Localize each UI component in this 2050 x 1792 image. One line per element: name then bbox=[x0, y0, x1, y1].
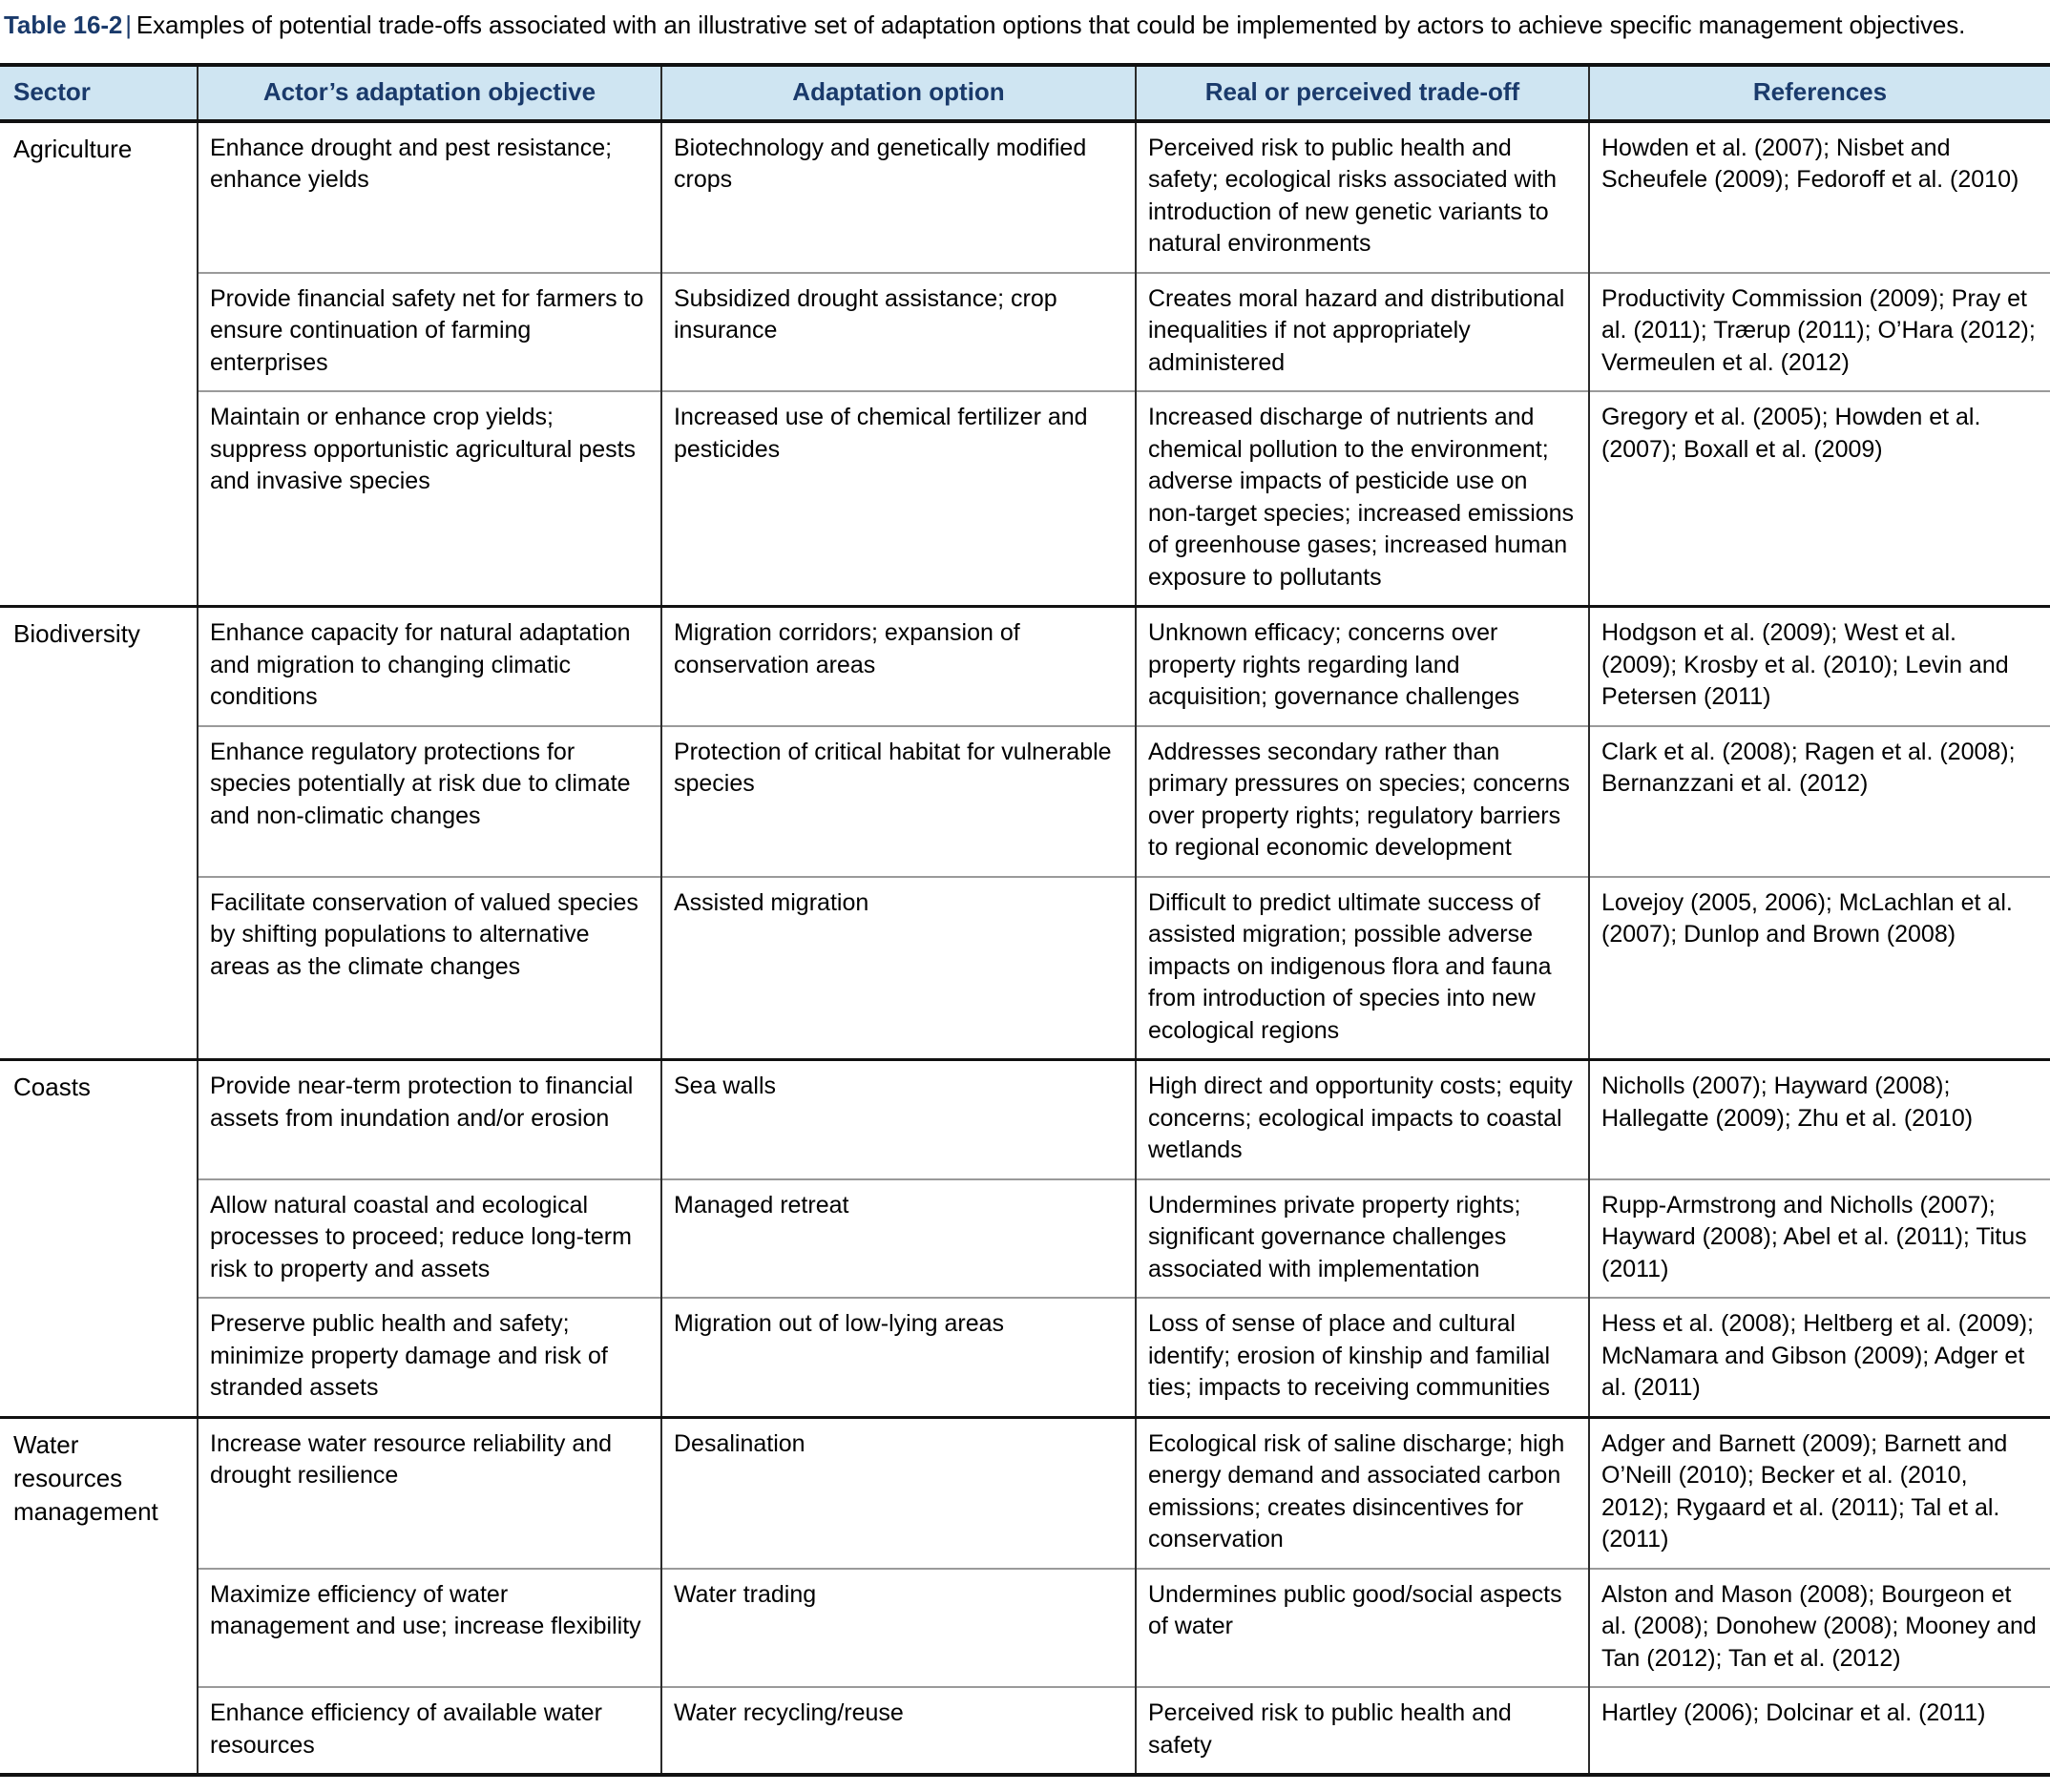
tradeoff-cell: High direct and opportunity costs; equity concerns; ecological impacts to coastal wetlands bbox=[1136, 1060, 1589, 1179]
sector-cell: Water resources management bbox=[0, 1417, 198, 1773]
option-cell: Biotechnology and genetically modified crops bbox=[661, 121, 1136, 273]
column-header-objective: Actor’s adaptation objective bbox=[198, 67, 661, 121]
option-cell: Subsidized drought assistance; crop insurance bbox=[661, 273, 1136, 392]
objective-cell: Allow natural coastal and ecological processes to proceed; reduce long-term risk to property and assets bbox=[198, 1179, 661, 1299]
references-cell: Hartley (2006); Dolcinar et al. (2011) bbox=[1589, 1687, 2050, 1773]
table-row bbox=[0, 1298, 2050, 1417]
tradeoff-cell: Undermines public good/social aspects of water bbox=[1136, 1569, 1589, 1688]
caption-label: Table 16-2 bbox=[4, 10, 123, 39]
references-cell: Hess et al. (2008); Heltberg et al. (2009); McNamara and Gibson (2009); Adger et al. (2011) bbox=[1589, 1298, 2050, 1417]
column-header-option: Adaptation option bbox=[661, 67, 1136, 121]
option-cell: Assisted migration bbox=[661, 877, 1136, 1060]
table-row bbox=[0, 877, 2050, 1060]
table-row bbox=[0, 1060, 2050, 1179]
caption-separator: | bbox=[125, 10, 132, 39]
table-caption bbox=[0, 0, 2050, 43]
references-cell: Lovejoy (2005, 2006); McLachlan et al. (2007); Dunlop and Brown (2008) bbox=[1589, 877, 2050, 1060]
sector-cell: Agriculture bbox=[0, 121, 198, 607]
references-cell: Gregory et al. (2005); Howden et al. (2007); Boxall et al. (2009) bbox=[1589, 391, 2050, 607]
option-cell: Water trading bbox=[661, 1569, 1136, 1688]
references-cell: Rupp-Armstrong and Nicholls (2007); Hayward (2008); Abel et al. (2011); Titus (2011) bbox=[1589, 1179, 2050, 1299]
option-cell: Migration corridors; expansion of conservation areas bbox=[661, 607, 1136, 726]
objective-cell: Enhance efficiency of available water resources bbox=[198, 1687, 661, 1773]
option-cell: Migration out of low-lying areas bbox=[661, 1298, 1136, 1417]
table-row bbox=[0, 1417, 2050, 1569]
table-row bbox=[0, 1569, 2050, 1688]
references-cell: Productivity Commission (2009); Pray et al. (2011); Trærup (2011); O’Hara (2012); Vermeulen et al. (2012) bbox=[1589, 273, 2050, 392]
objective-cell: Maintain or enhance crop yields; suppress opportunistic agricultural pests and invasive species bbox=[198, 391, 661, 607]
option-cell: Water recycling/reuse bbox=[661, 1687, 1136, 1773]
column-header-sector: Sector bbox=[0, 67, 198, 121]
table-row bbox=[0, 391, 2050, 607]
table-row bbox=[0, 726, 2050, 877]
table-header bbox=[0, 67, 2050, 121]
table-row bbox=[0, 1179, 2050, 1299]
objective-cell: Maximize efficiency of water management and use; increase flexibility bbox=[198, 1569, 661, 1688]
option-cell: Managed retreat bbox=[661, 1179, 1136, 1299]
caption-text: Examples of potential trade-offs associated with an illustrative set of adaptation options that could be implemented by actors to achieve specific management objectives. bbox=[136, 10, 1966, 39]
tradeoff-cell: Perceived risk to public health and safety bbox=[1136, 1687, 1589, 1773]
tradeoff-cell: Addresses secondary rather than primary pressures on species; concerns over property rights; regulatory barriers to regional economic development bbox=[1136, 726, 1589, 877]
option-cell: Increased use of chemical fertilizer and pesticides bbox=[661, 391, 1136, 607]
objective-cell: Enhance regulatory protections for species potentially at risk due to climate and non-climatic changes bbox=[198, 726, 661, 877]
objective-cell: Provide near-term protection to financial assets from inundation and/or erosion bbox=[198, 1060, 661, 1179]
column-header-tradeoff: Real or perceived trade-off bbox=[1136, 67, 1589, 121]
references-cell: Nicholls (2007); Hayward (2008); Hallegatte (2009); Zhu et al. (2010) bbox=[1589, 1060, 2050, 1179]
references-cell: Howden et al. (2007); Nisbet and Scheufele (2009); Fedoroff et al. (2010) bbox=[1589, 121, 2050, 273]
table-row bbox=[0, 1687, 2050, 1773]
references-cell: Alston and Mason (2008); Bourgeon et al. (2008); Donohew (2008); Mooney and Tan (2012); Tan et al. (2012) bbox=[1589, 1569, 2050, 1688]
sector-cell: Biodiversity bbox=[0, 607, 198, 1060]
tradeoff-cell: Unknown efficacy; concerns over property rights regarding land acquisition; governance challenges bbox=[1136, 607, 1589, 726]
objective-cell: Facilitate conservation of valued species by shifting populations to alternative areas as the climate changes bbox=[198, 877, 661, 1060]
tradeoff-cell: Undermines private property rights; significant governance challenges associated with implementation bbox=[1136, 1179, 1589, 1299]
tradeoff-cell: Creates moral hazard and distributional inequalities if not appropriately administered bbox=[1136, 273, 1589, 392]
option-cell: Protection of critical habitat for vulnerable species bbox=[661, 726, 1136, 877]
tradeoff-cell: Increased discharge of nutrients and chemical pollution to the environment; adverse impacts of pesticide use on non-target species; increased emissions of greenhouse gases; increased human exposure to pollutants bbox=[1136, 391, 1589, 607]
column-header-references: References bbox=[1589, 67, 2050, 121]
trade-offs-table bbox=[0, 67, 2050, 1774]
option-cell: Desalination bbox=[661, 1417, 1136, 1569]
header-row bbox=[0, 67, 2050, 121]
references-cell: Adger and Barnett (2009); Barnett and O’Neill (2010); Becker et al. (2010, 2012); Rygaard et al. (2011); Tal et al. (2011) bbox=[1589, 1417, 2050, 1569]
tradeoff-cell: Loss of sense of place and cultural identify; erosion of kinship and familial ties; impacts to receiving communities bbox=[1136, 1298, 1589, 1417]
objective-cell: Preserve public health and safety; minimize property damage and risk of stranded assets bbox=[198, 1298, 661, 1417]
table-row bbox=[0, 273, 2050, 392]
tradeoff-cell: Ecological risk of saline discharge; high energy demand and associated carbon emissions; creates disincentives for conservation bbox=[1136, 1417, 1589, 1569]
references-cell: Clark et al. (2008); Ragen et al. (2008); Bernanzzani et al. (2012) bbox=[1589, 726, 2050, 877]
tradeoff-cell: Difficult to predict ultimate success of assisted migration; possible adverse impacts on indigenous flora and fauna from introduction of species into new ecological regions bbox=[1136, 877, 1589, 1060]
sector-cell: Coasts bbox=[0, 1060, 198, 1418]
table-body bbox=[0, 121, 2050, 1774]
table-container bbox=[0, 63, 2050, 1778]
table-row bbox=[0, 121, 2050, 273]
objective-cell: Enhance capacity for natural adaptation and migration to changing climatic conditions bbox=[198, 607, 661, 726]
objective-cell: Enhance drought and pest resistance; enhance yields bbox=[198, 121, 661, 273]
option-cell: Sea walls bbox=[661, 1060, 1136, 1179]
objective-cell: Increase water resource reliability and drought resilience bbox=[198, 1417, 661, 1569]
tradeoff-cell: Perceived risk to public health and safety; ecological risks associated with introduction of new genetic variants to natural environments bbox=[1136, 121, 1589, 273]
objective-cell: Provide financial safety net for farmers to ensure continuation of farming enterprises bbox=[198, 273, 661, 392]
references-cell: Hodgson et al. (2009); West et al. (2009); Krosby et al. (2010); Levin and Petersen (2011) bbox=[1589, 607, 2050, 726]
table-row bbox=[0, 607, 2050, 726]
